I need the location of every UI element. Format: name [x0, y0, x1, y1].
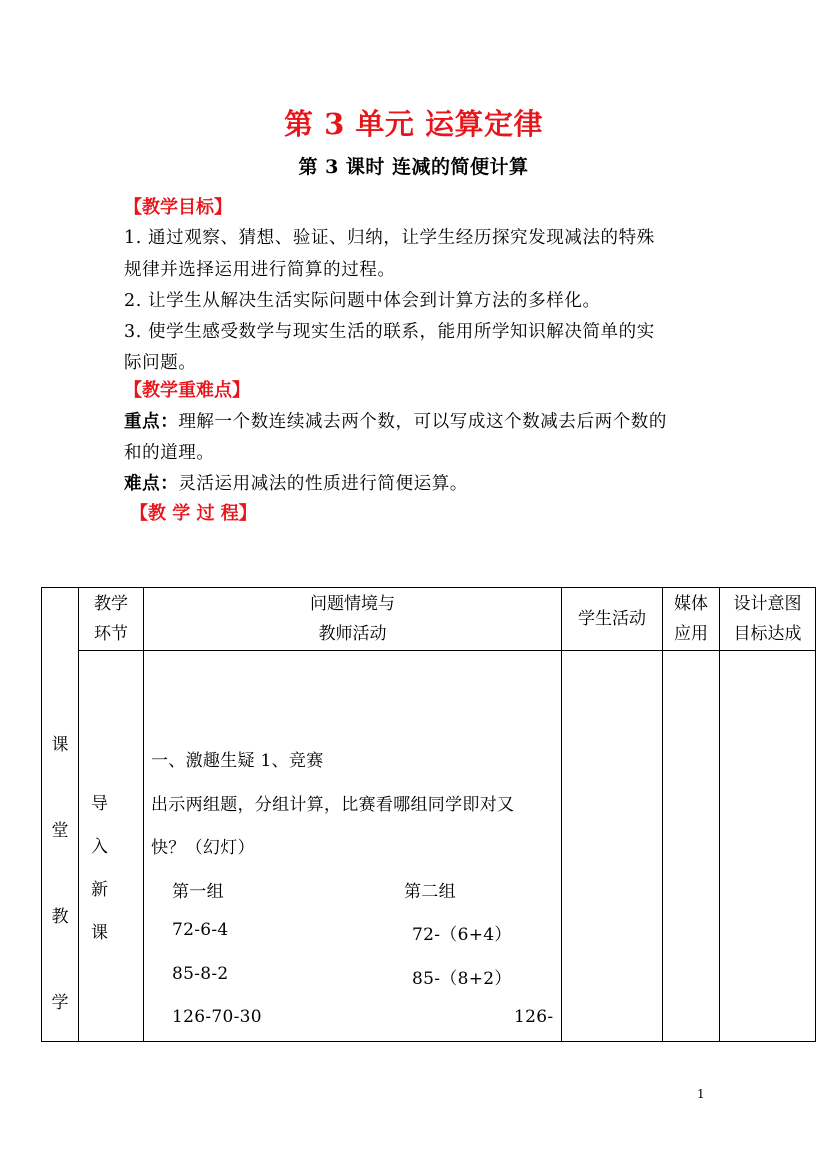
content-line: 出示两组题，分组计算，比赛看哪组同学即对又: [151, 795, 515, 815]
phase-cell: [79, 651, 144, 1042]
design-cell: [720, 651, 816, 1042]
objective-line: 3. 使学生感受数学与现实生活的联系，能用所学知识解决简单的实: [124, 322, 655, 342]
side-label-char: 课: [51, 735, 69, 755]
header-student-line: 学生活动: [578, 609, 646, 629]
focus-line-cont: 和的道理。: [124, 443, 215, 463]
group2-item: 72-（6+4）: [412, 925, 512, 945]
table-row: [42, 651, 816, 1042]
side-label-char: 学: [51, 993, 69, 1013]
media-cell: [663, 651, 720, 1042]
difficulty-text: 灵活运用减法的性质进行简便运算。: [178, 474, 468, 494]
difficulty-line: [124, 470, 468, 495]
objective-line: 2. 让学生从解决生活实际问题中体会到计算方法的多样化。: [124, 291, 601, 311]
student-cell: [562, 651, 663, 1042]
table-header-row: [42, 588, 816, 651]
group2-item: 126-: [514, 1007, 554, 1027]
objective-line: 1. 通过观察、猜想、验证、归纳，让学生经历探究发现减法的特殊: [124, 228, 655, 248]
phase-char: 课: [91, 923, 108, 943]
phase-char: 入: [91, 837, 108, 857]
lesson-table: [41, 587, 816, 1042]
header-design-line: 目标达成: [733, 624, 802, 644]
header-phase-line: 环节: [94, 624, 128, 644]
page-number: 1: [697, 1087, 705, 1101]
header-design-line: 设计意图: [733, 594, 802, 614]
content-line: 快？（幻灯）: [151, 838, 255, 858]
group2-item: 85-（8+2）: [412, 969, 512, 989]
group1-title: 第一组: [172, 882, 224, 902]
header-phase: [79, 588, 144, 651]
process-heading: 【教 学 过 程】: [130, 503, 257, 524]
teacher-cell: [144, 651, 562, 1042]
header-phase-line: 教学: [94, 594, 128, 614]
objective-line: 际问题。: [124, 353, 197, 373]
page-title: 第 3 单元 运算定律: [284, 107, 543, 141]
side-label-char: 堂: [51, 821, 69, 841]
side-label-char: 教: [51, 907, 69, 927]
header-teacher-line: 问题情境与: [310, 594, 395, 614]
phase-char: 导: [91, 794, 108, 814]
objective-line: 规律并选择运用进行简算的过程。: [124, 260, 396, 280]
focus-line: [124, 408, 667, 433]
difficulty-label: 难点：: [124, 474, 179, 494]
content-line: 一、激趣生疑 1、竞赛: [151, 751, 324, 771]
header-media-line: 媒体: [674, 594, 708, 614]
phase-char: 新: [91, 880, 108, 900]
focus-label: 重点：: [124, 412, 179, 432]
header-media-line: 应用: [674, 624, 708, 644]
header-design: [720, 588, 816, 651]
group1-item: 126-70-30: [172, 1007, 262, 1027]
group1-item: 85-8-2: [172, 964, 229, 984]
header-student: [562, 588, 663, 651]
group1-item: 72-6-4: [172, 920, 229, 940]
key-points-heading: 【教学重难点】: [124, 380, 250, 401]
side-label-cell: [42, 588, 79, 1042]
group2-title: 第二组: [404, 882, 456, 902]
objectives-heading: 【教学目标】: [124, 197, 232, 218]
header-teacher: [144, 588, 562, 651]
focus-text: 理解一个数连续减去两个数，可以写成这个数减去后两个数的: [178, 412, 668, 432]
header-media: [663, 588, 720, 651]
lesson-subtitle: 第 3 课时 连减的简便计算: [298, 156, 529, 178]
header-teacher-line: 教师活动: [318, 624, 387, 644]
